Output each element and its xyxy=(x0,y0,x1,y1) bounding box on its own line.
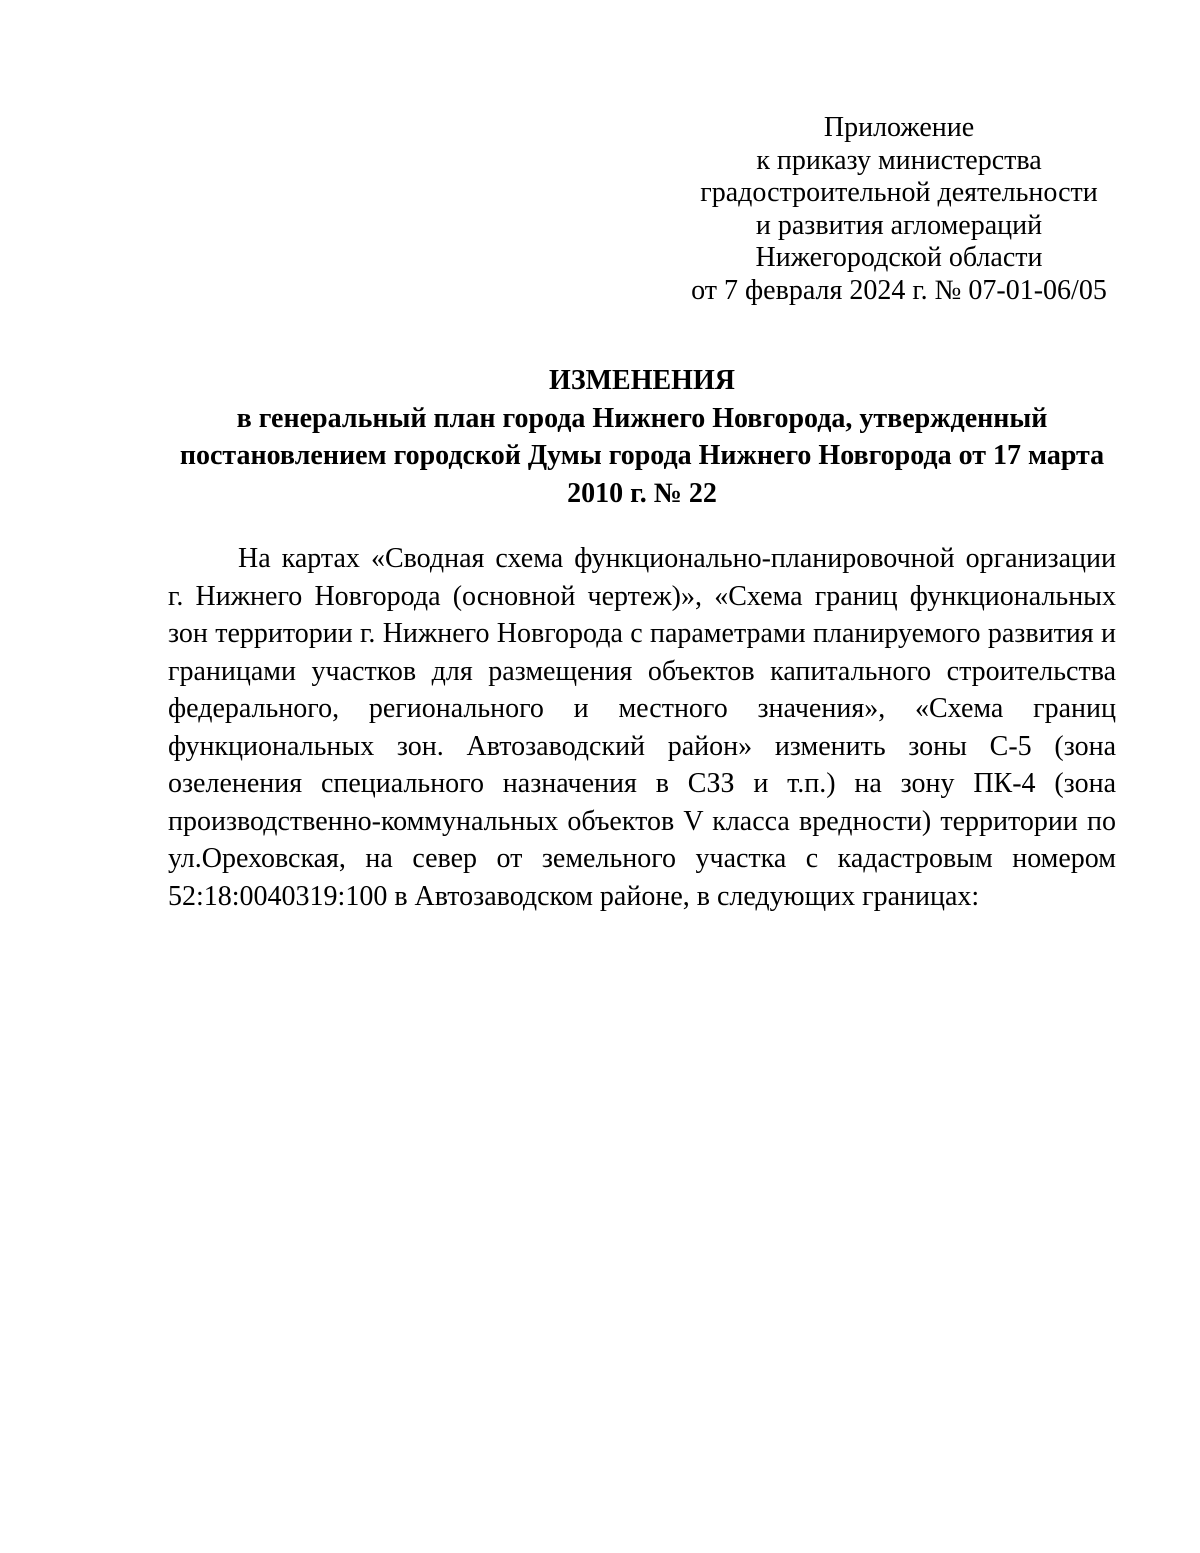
title-line-1: в генеральный план города Нижнего Новгорода, утвержденный xyxy=(236,402,1048,434)
appendix-line-5: Нижегородской области xyxy=(755,242,1043,273)
appendix-block xyxy=(676,112,1122,307)
appendix-line-3: градостроительной деятельности xyxy=(700,177,1098,208)
title-line-2: постановлением городской Думы города Нижнего Новгорода от 17 марта xyxy=(179,440,1105,471)
appendix-line-1: Приложение xyxy=(823,112,975,143)
document-title xyxy=(160,362,1124,512)
title-heading: ИЗМЕНЕНИЯ xyxy=(549,365,735,396)
appendix-line-4: и развития агломераций xyxy=(755,209,1043,241)
appendix-line-2: к приказу министерства xyxy=(756,144,1042,176)
title-line-3: 2010 г. № 22 xyxy=(567,477,717,509)
appendix-line-6: от 7 февраля 2024 г. № 07-01-06/05 xyxy=(691,274,1107,306)
body-paragraph: На картах «Сводная схема функционально-планировочной организации г. Нижнего Новгорода (основной чертеж)», «Схема границ функциональных зон территории г. Нижнего Новгорода с параметрами планируемого развития и границами участков для размещения объектов капитального строительства федерального, регионального и местного значения», «Схема границ функциональных зон. Автозаводский район» изменить зоны С-5 (зона озеленения специального назначения в СЗЗ и т.п.) на зону ПК-4 (зона производственно-коммунальных объектов V класса вредности) территории по ул.Ореховская, на север от земельного участка с кадастровым номером 52:18:0040319:100 в Автозаводском районе, в следующих границах: xyxy=(168,543,1116,912)
